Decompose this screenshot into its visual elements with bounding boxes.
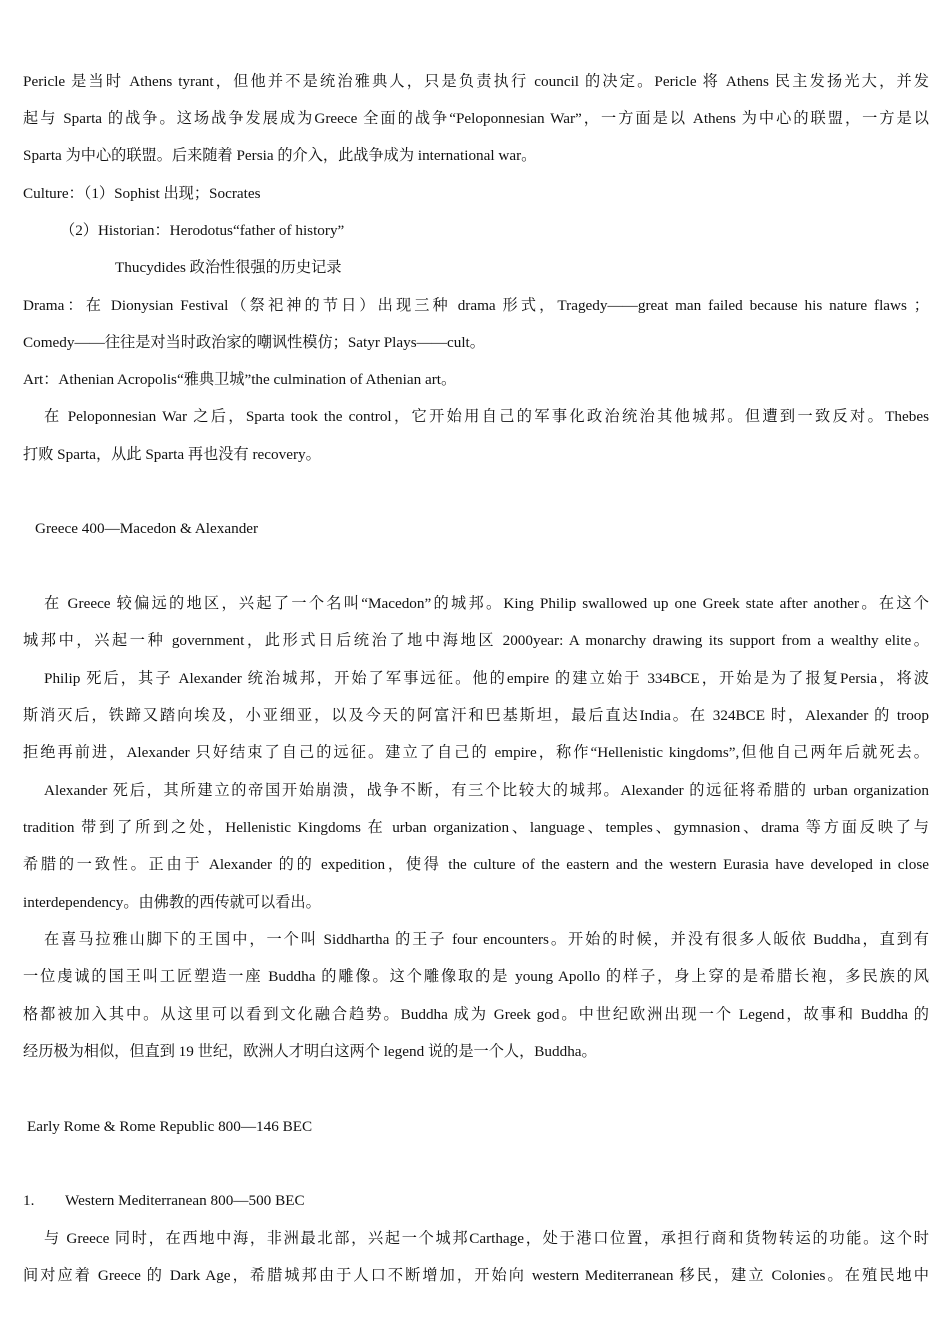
- text-line: 在 Peloponnesian War 之后，Sparta took the control，它开始用自己的军事化政治统治其他城邦。但遭到一致反对。Thebes: [44, 408, 929, 425]
- text-line: （2）Historian：Herodotus“father of history”: [60, 222, 345, 239]
- text-line: 拒绝再前进，Alexander 只好结束了自己的远征。建立了自己的 empire，称作“Hellenistic kingdoms”,但他自己两年后就死去。: [23, 744, 929, 761]
- text-line: interdependency。由佛教的西传就可以看出。: [23, 894, 321, 911]
- subsection-heading: Western Mediterranean 800—500 BEC: [65, 1192, 305, 1209]
- text-line: 城邦中，兴起一种 government，此形式日后统治了地中海地区 2000year: A monarchy drawing its support from a wealthy elite。: [23, 632, 929, 649]
- text-line: 斯消灭后，铁蹄又踏向埃及，小亚细亚，以及今天的阿富汗和巴基斯坦，最后直达India。在 324BCE 时，Alexander 的 troop: [23, 707, 929, 724]
- text-line: 格都被加入其中。从这里可以看到文化融合趋势。Buddha 成为 Greek god。中世纪欧洲出现一个 Legend，故事和 Buddha 的: [23, 1006, 929, 1023]
- text-line: Sparta 为中心的联盟。后来随着 Persia 的介入，此战争成为 international war。: [23, 147, 537, 164]
- text-line: Art：Athenian Acropolis“雅典卫城”the culmination of Athenian art。: [23, 371, 457, 388]
- text-line: 起与 Sparta 的战争。这场战争发展成为Greece 全面的战争“Peloponnesian War”，一方面是以 Athens 为中心的联盟，一方是以: [23, 110, 929, 127]
- text-line: 经历极为相似，但直到 19 世纪，欧洲人才明白这两个 legend 说的是一个人，Buddha。: [23, 1043, 597, 1060]
- text-line: Comedy——往往是对当时政治家的嘲讽性模仿；Satyr Plays——cult。: [23, 334, 485, 351]
- text-line: 在 Greece 较偏远的地区，兴起了一个名叫“Macedon”的城邦。King Philip swallowed up one Greek state after another。在这个: [44, 595, 929, 612]
- text-line: 在喜马拉雅山脚下的王国中，一个叫 Siddhartha 的王子 four encounters。开始的时候，并没有很多人皈依 Buddha，直到有: [44, 931, 929, 948]
- section-heading: Early Rome & Rome Republic 800—146 BEC: [27, 1118, 313, 1135]
- section-heading: Greece 400—Macedon & Alexander: [35, 520, 259, 537]
- text-line: Drama：在 Dionysian Festival（祭祀神的节日）出现三种 drama 形式，Tragedy——great man failed because his nature flaws ；: [23, 297, 929, 314]
- text-line: 间对应着 Greece 的 Dark Age，希腊城邦由于人口不断增加，开始向 western Mediterranean 移民，建立 Colonies。在殖民地中: [23, 1267, 929, 1284]
- text-line: tradition 带到了所到之处，Hellenistic Kingdoms 在 urban organization、language、temples、gymnasion、drama 等方面反映了与: [23, 819, 929, 836]
- text-line: Alexander 死后，其所建立的帝国开始崩溃，战争不断，有三个比较大的城邦。Alexander 的远征将希腊的 urban organization: [44, 782, 929, 799]
- text-line: Culture：（1）Sophist 出现；Socrates: [23, 185, 261, 202]
- text-line: 希腊的一致性。正由于 Alexander 的的 expedition，使得 the culture of the eastern and the western Eurasia have developed in close: [23, 856, 929, 873]
- text-line: Pericle 是当时 Athens tyrant，但他并不是统治雅典人，只是负责执行 council 的决定。Pericle 将 Athens 民主发扬光大，并发: [23, 73, 929, 90]
- text-line: 与 Greece 同时，在西地中海，非洲最北部，兴起一个城邦Carthage，处于港口位置，承担行商和货物转运的功能。这个时: [44, 1230, 929, 1247]
- text-line: 打败 Sparta，从此 Sparta 再也没有 recovery。: [23, 446, 321, 463]
- text-line: 一位虔诚的国王叫工匠塑造一座 Buddha 的雕像。这个雕像取的是 young Apollo 的样子，身上穿的是希腊长袍，多民族的风: [23, 968, 929, 985]
- text-line: Thucydides 政治性很强的历史记录: [115, 259, 342, 276]
- list-number: 1.: [23, 1192, 35, 1209]
- text-line: Philip 死后，其子 Alexander 统治城邦，开始了军事远征。他的empire 的建立始于 334BCE，开始是为了报复Persia，将波: [44, 670, 929, 687]
